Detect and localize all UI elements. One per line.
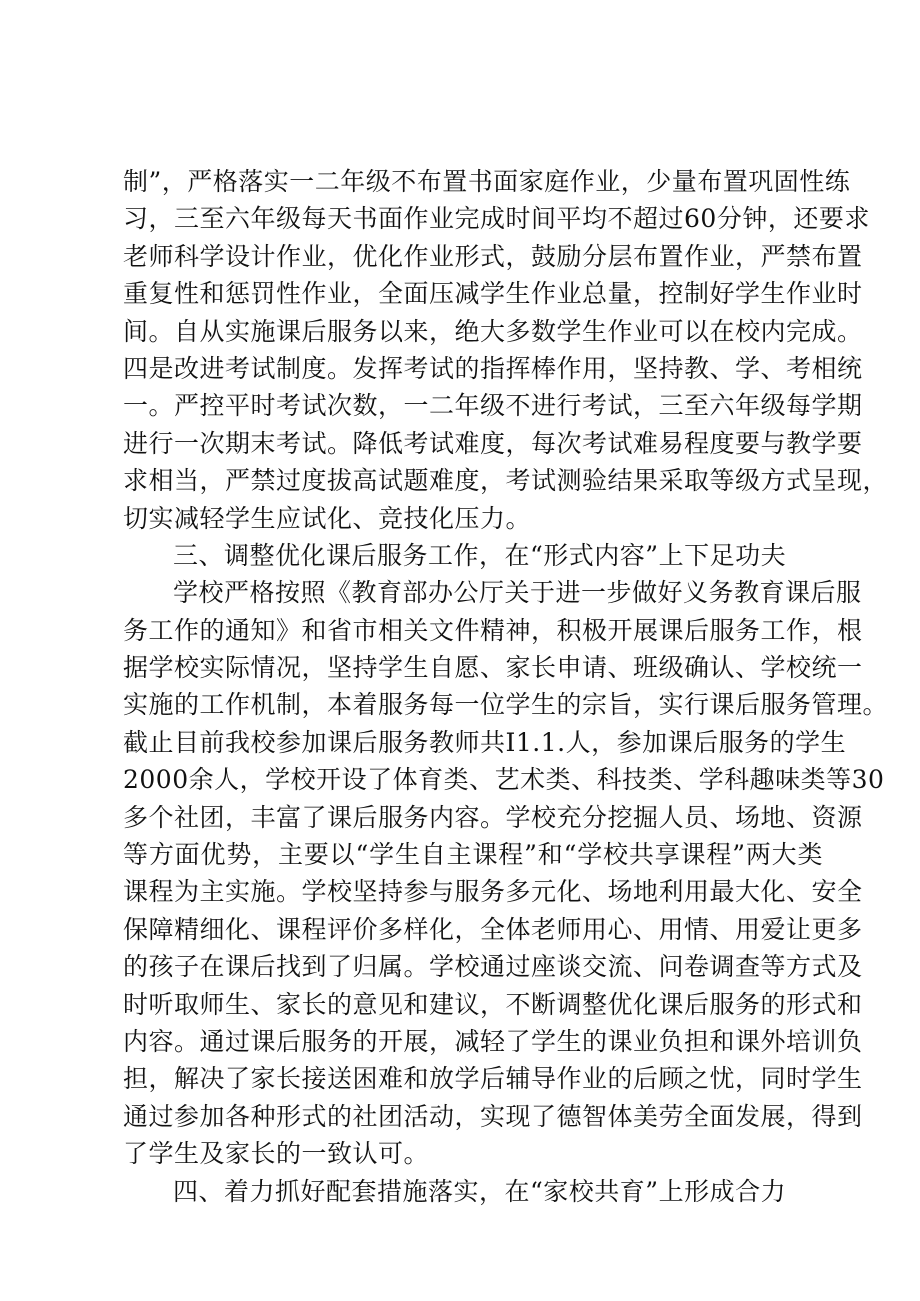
- text-line: 据学校实际情况，坚持学生自愿、家长申请、班级确认、学校统一: [123, 653, 863, 683]
- text-line: 重复性和惩罚性作业，全面压减学生作业总量，控制好学生作业时: [123, 279, 863, 309]
- text-line: 时听取师生、家长的意见和建议，不断调整优化课后服务的形式和: [123, 989, 863, 1019]
- text-line: 切实减轻学生应试化、竞技化压力。: [123, 503, 532, 533]
- section-heading-4: 四、着力抓好配套措施落实，在“家校共育”上形成合力: [173, 1176, 787, 1206]
- paragraph-first-line: 学校严格按照《教育部办公厅关于进一步做好义务教育课后服: [173, 578, 862, 608]
- text-line: 一。严控平时考试次数，一二年级不进行考试，三至六年级每学期: [123, 391, 863, 421]
- text-line: 等方面优势，主要以“学生自主课程”和“学校共享课程”两大类: [123, 840, 823, 870]
- text-line: 习，三至六年级每天书面作业完成时间平均不超过60分钟，还要求: [123, 204, 870, 234]
- section-heading-3: 三、调整优化课后服务工作，在“形式内容”上下足功夫: [173, 540, 787, 570]
- text-line: 进行一次期末考试。降低考试难度，每次考试难易程度要与教学要: [123, 428, 863, 458]
- text-line: 间。自从实施课后服务以来，绝大多数学生作业可以在校内完成。: [123, 316, 863, 346]
- text-line: 保障精细化、课程评价多样化，全体老师用心、用情、用爱让更多: [123, 914, 863, 944]
- text-line: 多个社团，丰富了课后服务内容。学校充分挖掘人员、场地、资源: [123, 802, 863, 832]
- text-line: 2000余人，学校开设了体育类、艺术类、科技类、学科趣味类等30: [123, 765, 885, 795]
- text-line: 老师科学设计作业，优化作业形式，鼓励分层布置作业，严禁布置: [123, 241, 863, 271]
- text-line: 截止目前我校参加课后服务教师共I1.1.人，参加课后服务的学生: [123, 727, 847, 757]
- text-line: 内容。通过课后服务的开展，减轻了学生的课业负担和课外培训负: [123, 1026, 863, 1056]
- text-line: 制”，严格落实一二年级不布置书面家庭作业，少量布置巩固性练: [123, 167, 851, 196]
- text-line: 担，解决了家长接送困难和放学后辅导作业的后顾之忧，同时学生: [123, 1064, 863, 1094]
- text-line: 四是改进考试制度。发挥考试的指挥棒作用，坚持教、学、考相统: [123, 353, 863, 383]
- text-line: 实施的工作机制，本着服务每一位学生的宗旨，实行课后服务管理。: [123, 690, 889, 720]
- text-line: 了学生及家长的一致认可。: [123, 1139, 430, 1169]
- text-line: 的孩子在课后找到了归属。学校通过座谈交流、问卷调查等方式及: [123, 952, 863, 982]
- document-body: [123, 163, 889, 1210]
- text-line: 务工作的通知》和省市相关文件精神，积极开展课后服务工作，根: [123, 615, 863, 645]
- text-line: 通过参加各种形式的社团活动，实现了德智体美劳全面发展，得到: [123, 1101, 863, 1131]
- text-line: 求相当，严禁过度拔高试题难度，考试测验结果采取等级方式呈现，: [123, 466, 889, 496]
- text-line: 课程为主实施。学校坚持参与服务多元化、场地利用最大化、安全: [123, 877, 863, 907]
